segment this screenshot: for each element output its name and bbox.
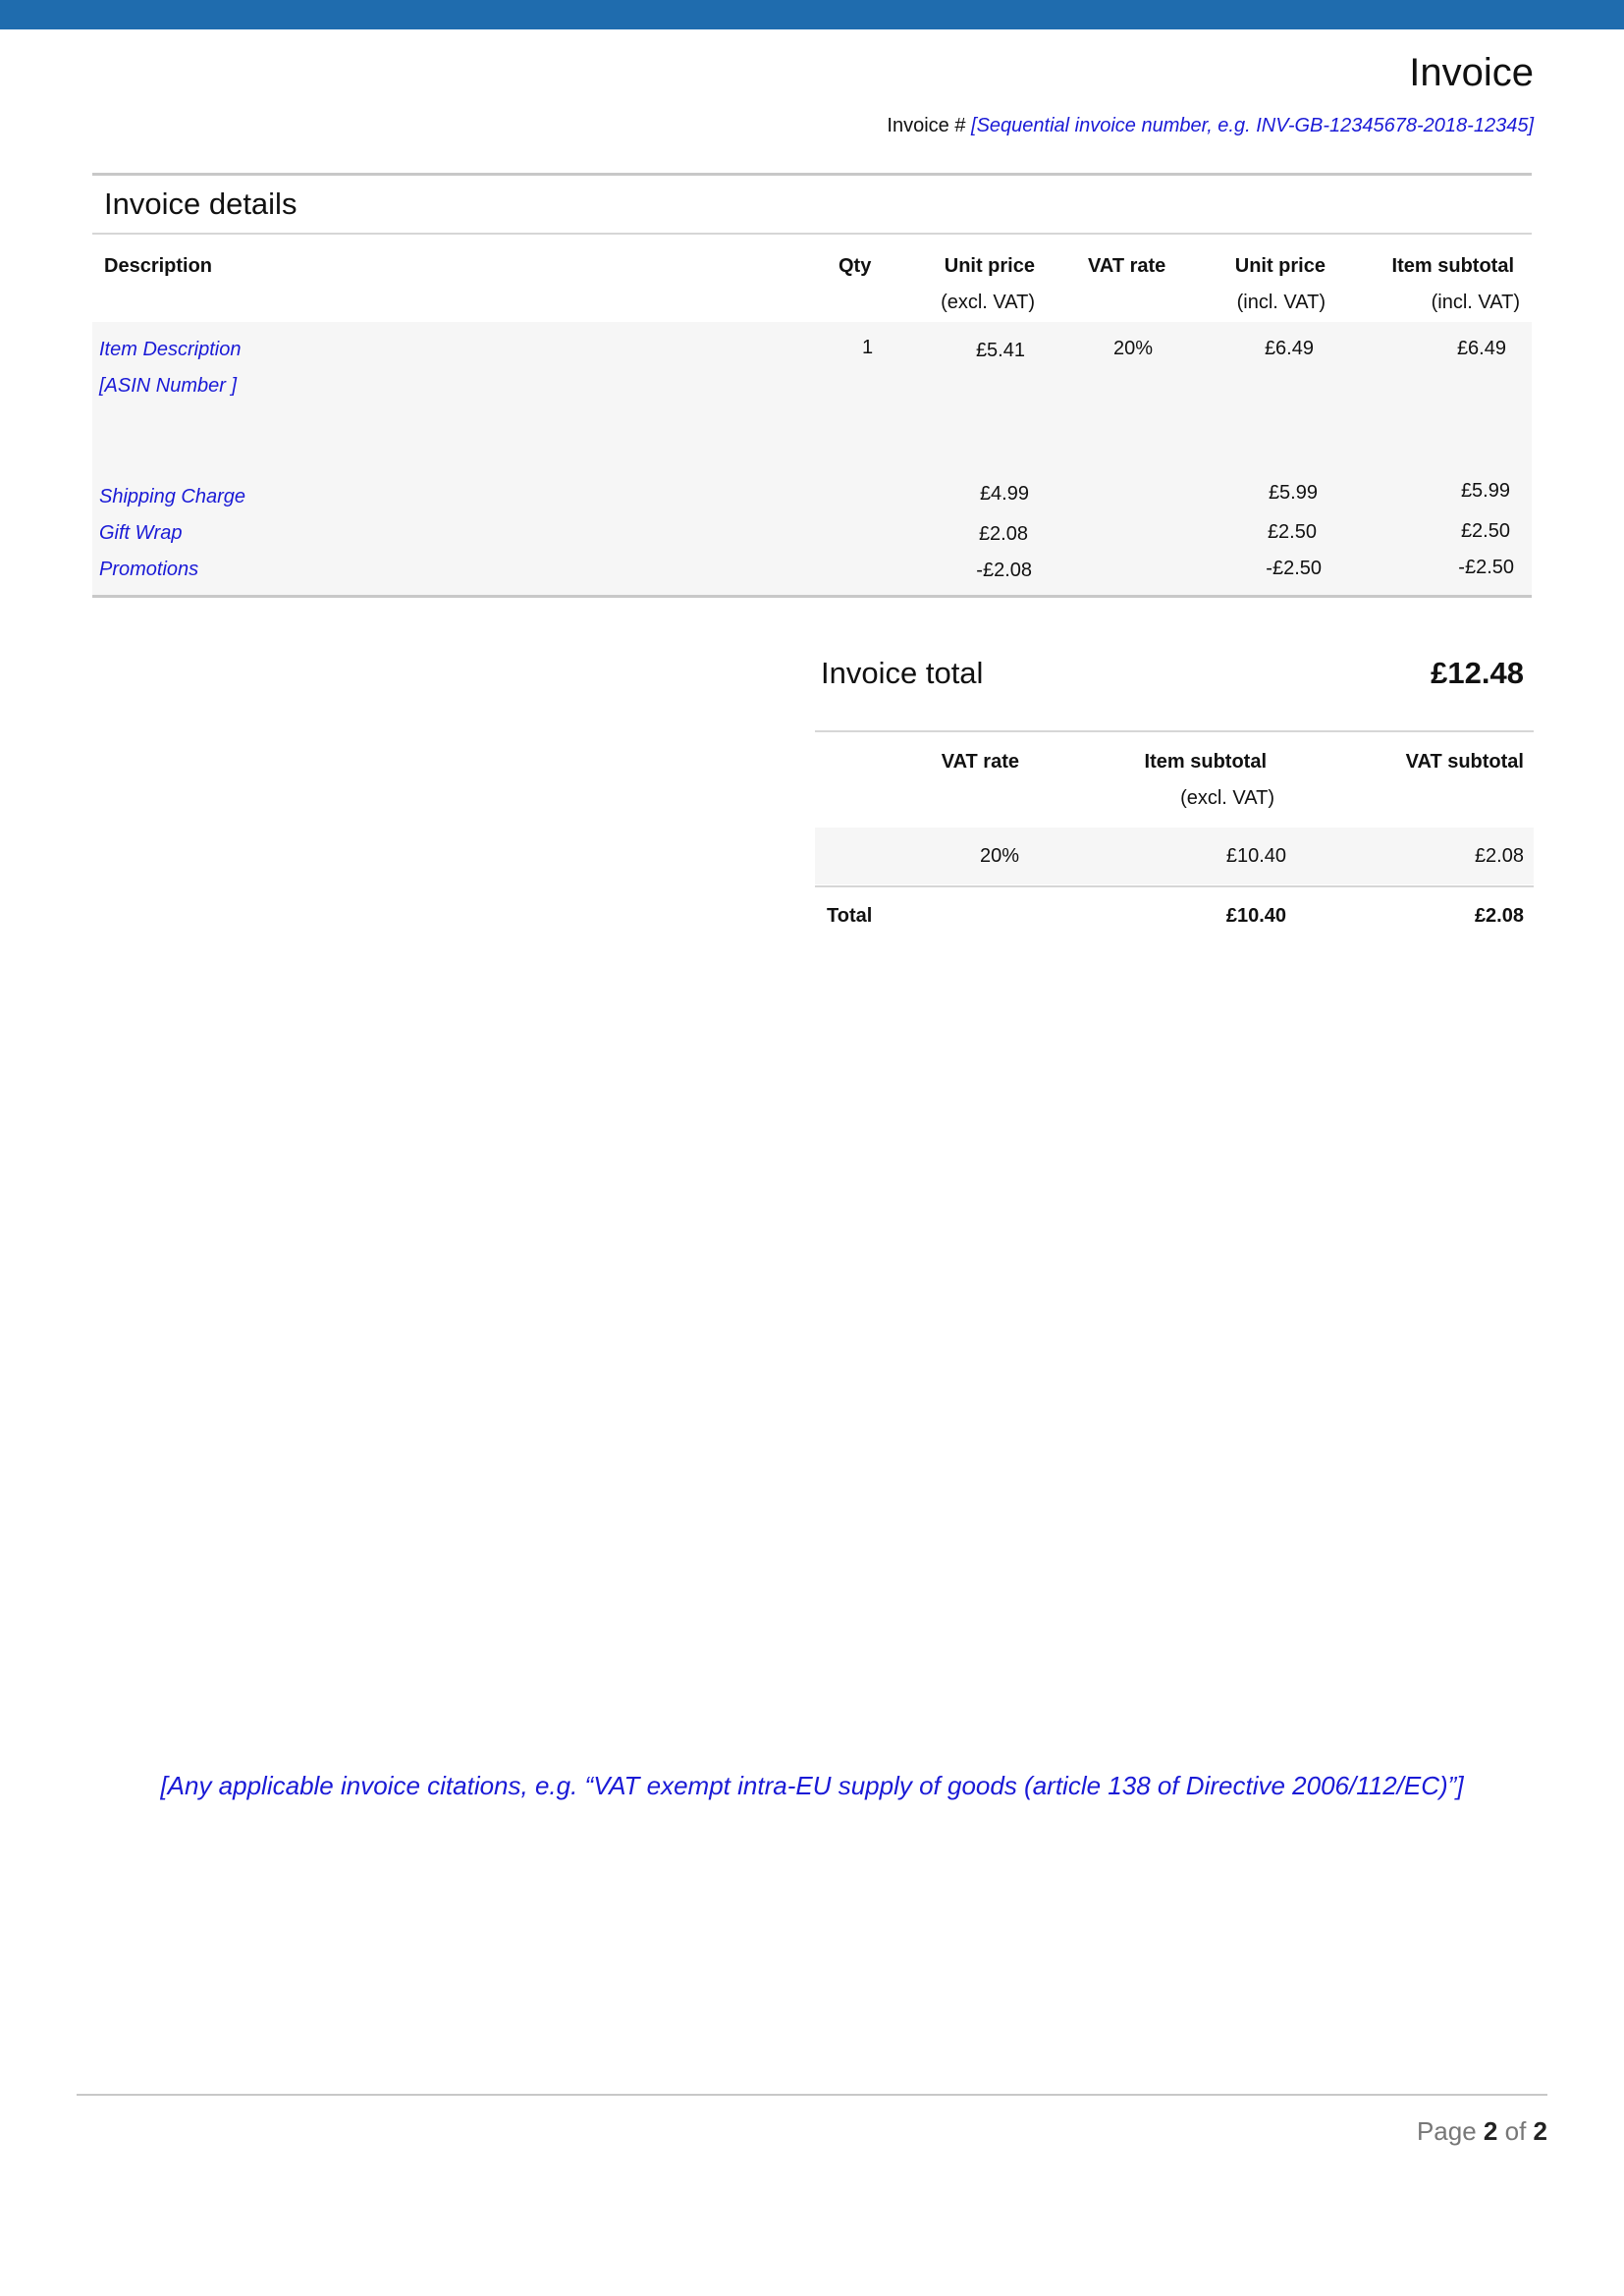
charge-label: Gift Wrap xyxy=(99,522,183,544)
charge-subtotal: £2.50 xyxy=(1460,520,1510,542)
item-qty: 1 xyxy=(862,337,874,358)
charge-subtotal: £5.99 xyxy=(1460,480,1510,502)
vat-row-vat-subtotal: £2.08 xyxy=(1474,845,1524,867)
invoice-number-label: Invoice # xyxy=(887,115,966,136)
document-title: Invoice xyxy=(1409,51,1534,94)
vat-col-item-subtotal-sub: (excl. VAT) xyxy=(1180,787,1274,809)
charge-incl: £5.99 xyxy=(1268,482,1318,504)
vat-row-rate: 20% xyxy=(979,845,1019,867)
invoice-total-label: Invoice total xyxy=(821,656,984,690)
col-unit-price-incl-sub: (incl. VAT) xyxy=(1236,292,1326,313)
vat-total-label: Total xyxy=(827,905,873,927)
item-unit-price-excl: £5.41 xyxy=(975,340,1025,361)
invoice-citation: [Any applicable invoice citations, e.g. “VAT exempt intra-EU supply of goods (article 138 of Directive 2006/112/EC)”] xyxy=(160,1771,1464,1800)
vat-total-divider xyxy=(815,885,1534,887)
item-unit-price-incl: £6.49 xyxy=(1264,338,1314,359)
vat-col-rate: VAT rate xyxy=(941,751,1019,773)
col-qty: Qty xyxy=(839,255,872,277)
total-pages: 2 xyxy=(1533,2116,1547,2146)
vat-col-item-subtotal: Item subtotal xyxy=(1144,751,1267,773)
of-word: of xyxy=(1504,2116,1527,2146)
invoice-number-value: [Sequential invoice number, e.g. INV-GB-12345678-2018-12345] xyxy=(971,115,1534,136)
item-vat-rate: 20% xyxy=(1113,338,1154,359)
section-top-divider xyxy=(92,173,1532,176)
vat-col-vat-subtotal: VAT subtotal xyxy=(1405,751,1524,773)
vat-row-background xyxy=(815,828,1534,884)
charge-incl: -£2.50 xyxy=(1266,558,1322,579)
charge-excl: £2.08 xyxy=(978,523,1028,545)
vat-table-top-divider xyxy=(815,730,1534,732)
footer-divider xyxy=(77,2094,1547,2096)
col-unit-price-excl: Unit price xyxy=(944,255,1035,277)
item-asin: [ASIN Number ] xyxy=(99,375,238,397)
vat-total-vat-subtotal: £2.08 xyxy=(1474,905,1524,927)
invoice-number xyxy=(887,115,1534,137)
current-page: 2 xyxy=(1483,2116,1498,2146)
section-title-divider xyxy=(92,233,1532,235)
item-subtotal: £6.49 xyxy=(1456,338,1506,359)
charge-excl: -£2.08 xyxy=(976,560,1032,581)
vat-total-item-subtotal: £10.40 xyxy=(1225,905,1286,927)
charge-excl: £4.99 xyxy=(979,483,1029,505)
charge-label: Shipping Charge xyxy=(99,486,245,507)
col-item-subtotal: Item subtotal xyxy=(1391,255,1514,277)
col-description: Description xyxy=(104,255,213,277)
item-description: Item Description xyxy=(99,339,242,360)
invoice-total-value: £12.48 xyxy=(1431,656,1524,690)
vat-row-item-subtotal: £10.40 xyxy=(1225,845,1286,867)
col-unit-price-excl-sub: (excl. VAT) xyxy=(941,292,1035,313)
col-item-subtotal-sub: (incl. VAT) xyxy=(1431,292,1520,313)
page-word: Page xyxy=(1416,2116,1477,2146)
item-row-background xyxy=(92,322,1532,595)
charge-subtotal: -£2.50 xyxy=(1458,557,1514,578)
top-accent-bar xyxy=(0,0,1624,29)
col-vat-rate: VAT rate xyxy=(1088,255,1166,277)
invoice-details-title: Invoice details xyxy=(104,187,298,221)
page-indicator xyxy=(1417,2116,1547,2147)
charge-incl: £2.50 xyxy=(1267,521,1317,543)
col-unit-price-incl: Unit price xyxy=(1234,255,1326,277)
charge-label: Promotions xyxy=(99,559,199,580)
details-bottom-divider xyxy=(92,595,1532,598)
